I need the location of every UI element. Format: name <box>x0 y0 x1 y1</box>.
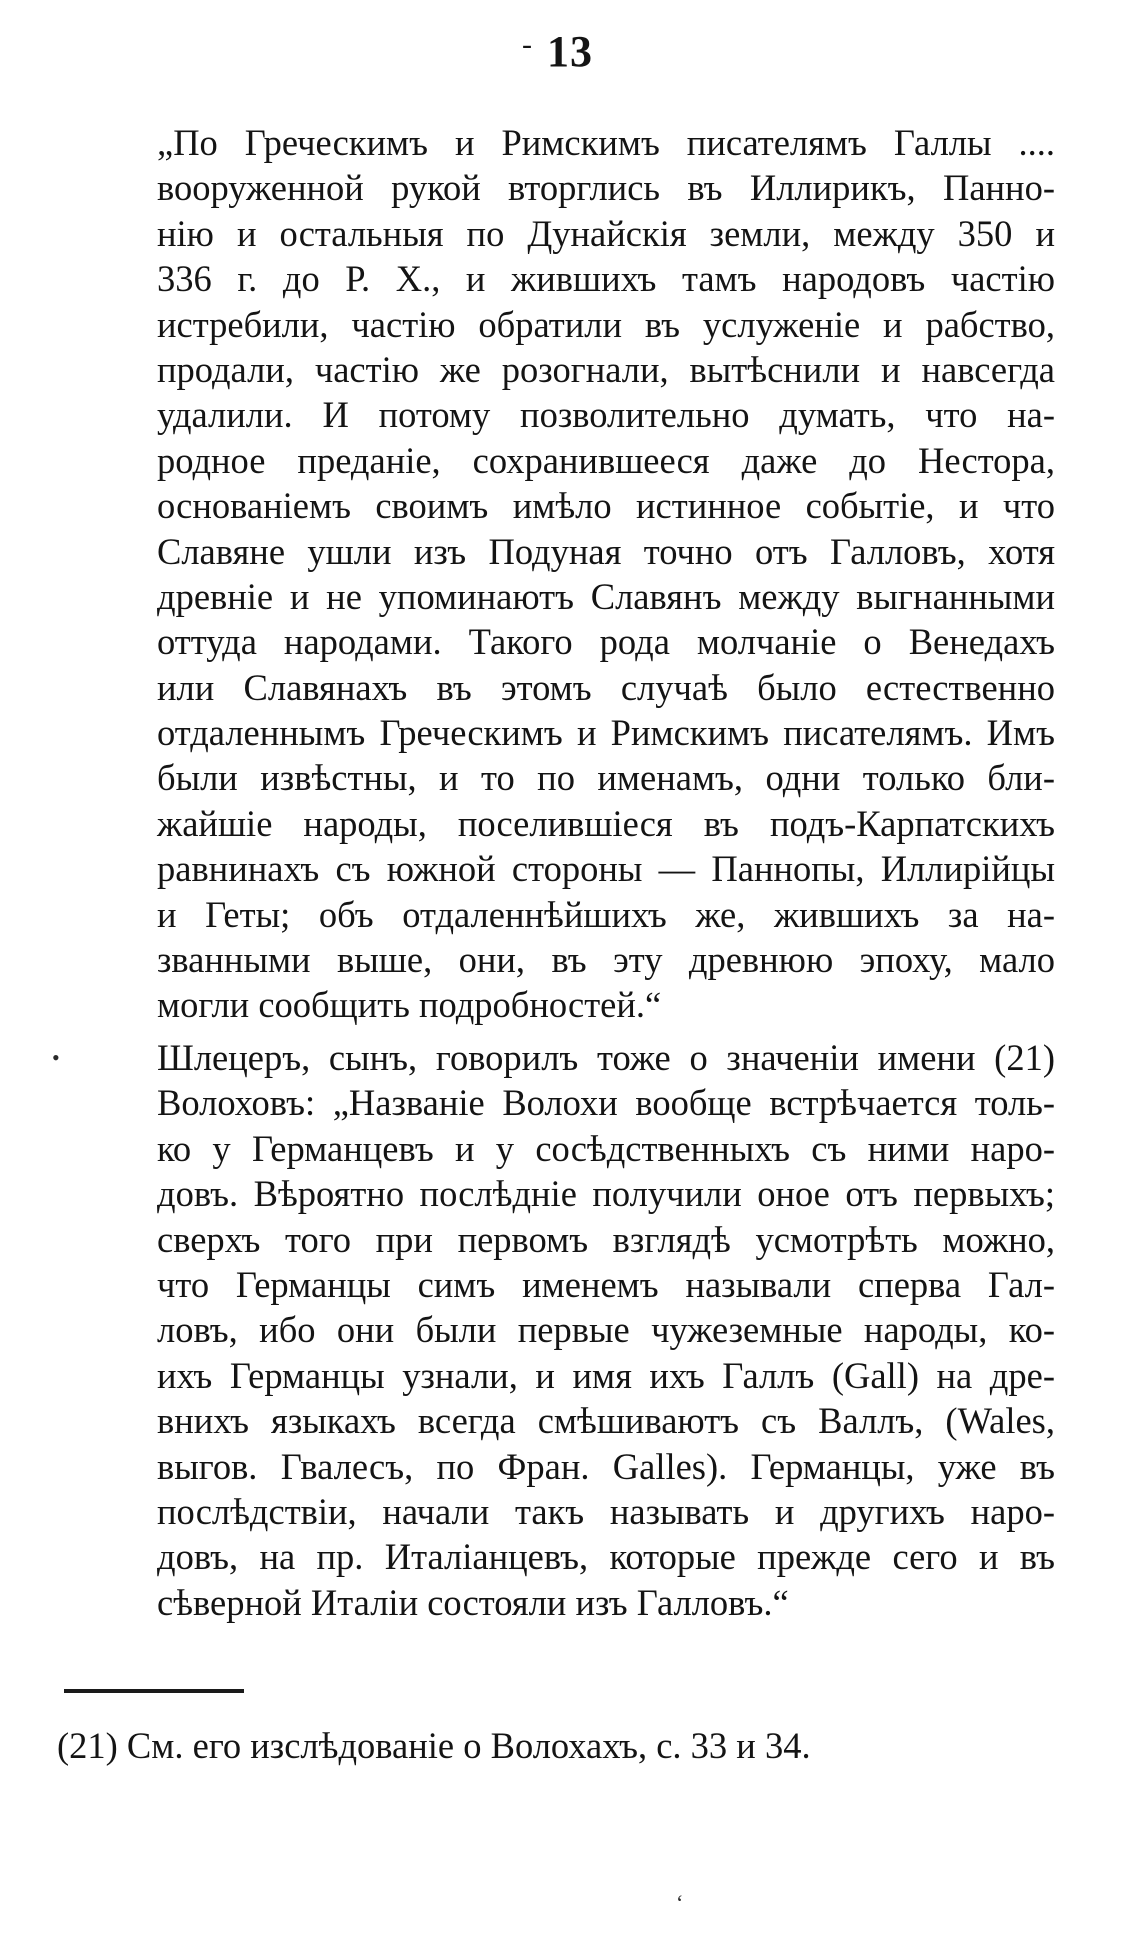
text-line: истребили, частію обратили въ услуженіе и рабство, <box>157 303 1055 345</box>
footnote-21: (21) См. его изслѣдованіе о Волохахъ, с. 33 и 34. <box>57 1725 811 1766</box>
text-line: и Геты; объ отдаленнѣйшихъ же, жившихъ за на- <box>157 893 1055 935</box>
text-line: „По Греческимъ и Римскимъ писателямъ Галлы .... <box>157 122 1055 163</box>
paragraph-quote-galls <box>157 120 1055 1028</box>
text-line: Шлецеръ, сынъ, говорилъ тоже о значеніи имени (21) <box>157 1037 1055 1078</box>
text-line: или Славянахъ въ этомъ случаѣ было естественно <box>157 666 1055 708</box>
text-line: сѣверной Италіи состояли изъ Галловъ.“ <box>157 1581 789 1623</box>
text-line: ихъ Германцы узнали, и имя ихъ Галлъ (Gall) на дре- <box>157 1354 1055 1396</box>
text-line: ловъ, ибо они были первые чужеземные народы, ко- <box>157 1309 1055 1351</box>
paragraph-schlozer-volokhi <box>157 1035 1055 1625</box>
text-line: продали, частію же розогнали, вытѣснили и навсегда <box>157 348 1055 390</box>
text-line: родное преданіе, сохранившееся даже до Нестора, <box>157 439 1055 481</box>
text-line: довъ. Вѣроятно послѣдніе получили оное отъ первыхъ; <box>157 1173 1055 1215</box>
text-line: нію и остальныя по Дунайскія земли, между 350 и <box>157 212 1055 254</box>
text-line: основаніемъ своимъ имѣло истинное событіе, и что <box>157 485 1055 527</box>
text-line: отдаленнымъ Греческимъ и Римскимъ писателямъ. Имъ <box>157 712 1055 754</box>
text-line: Славяне ушли изъ Подуная точно отъ Галловъ, хотя <box>157 530 1055 572</box>
text-line: выгов. Гвалесъ, по Фран. Galles). Германцы, уже въ <box>157 1445 1055 1487</box>
page-number-dash: - <box>522 28 532 61</box>
margin-dot-mark: • <box>52 1045 60 1070</box>
text-line: что Германцы симъ именемъ называли сперва Гал- <box>157 1263 1055 1305</box>
text-line: 336 г. до Р. Х., и жившихъ тамъ народовъ частію <box>157 258 1055 300</box>
text-line: званными выше, они, въ эту древнюю эпоху, мало <box>157 939 1055 981</box>
text-line: удалили. И потому позволительно думать, что на- <box>157 394 1055 436</box>
text-line: равнинахъ съ южной стороны — Паннопы, Иллирійцы <box>157 848 1055 890</box>
text-line: внихъ языкахъ всегда смѣшиваютъ съ Валлъ, (Wales, <box>157 1400 1055 1442</box>
text-line: были извѣстны, и то по именамъ, одни только бли- <box>157 757 1055 799</box>
text-line: вооруженной рукой вторглись въ Иллирикъ, Панно- <box>157 167 1055 209</box>
text-line: могли сообщить подробностей.“ <box>157 984 662 1026</box>
text-line: жайшіе народы, поселившіеся въ подъ-Карпатскихъ <box>157 802 1055 844</box>
text-line: довъ, на пр. Италіанцевъ, которые прежде сего и въ <box>157 1536 1055 1578</box>
page-number: 13 <box>547 27 593 76</box>
text-line: послѣдствіи, начали такъ называть и другихъ наро- <box>157 1490 1055 1532</box>
text-line: сверхъ того при первомъ взглядѣ усмотрѣть можно, <box>157 1218 1055 1260</box>
text-line: Волоховъ: „Названіе Волохи вообще встрѣчается толь- <box>157 1082 1055 1124</box>
text-line: оттуда народами. Такого рода молчаніе о Венедахъ <box>157 621 1055 663</box>
footnote-separator-rule <box>64 1689 244 1693</box>
text-line: ко у Германцевъ и у сосѣдственныхъ съ ними наро- <box>157 1127 1055 1169</box>
text-line: древніе и не упоминаютъ Славянъ между выгнанными <box>157 575 1055 617</box>
bottom-tick-mark: ‘ <box>676 1890 684 1915</box>
